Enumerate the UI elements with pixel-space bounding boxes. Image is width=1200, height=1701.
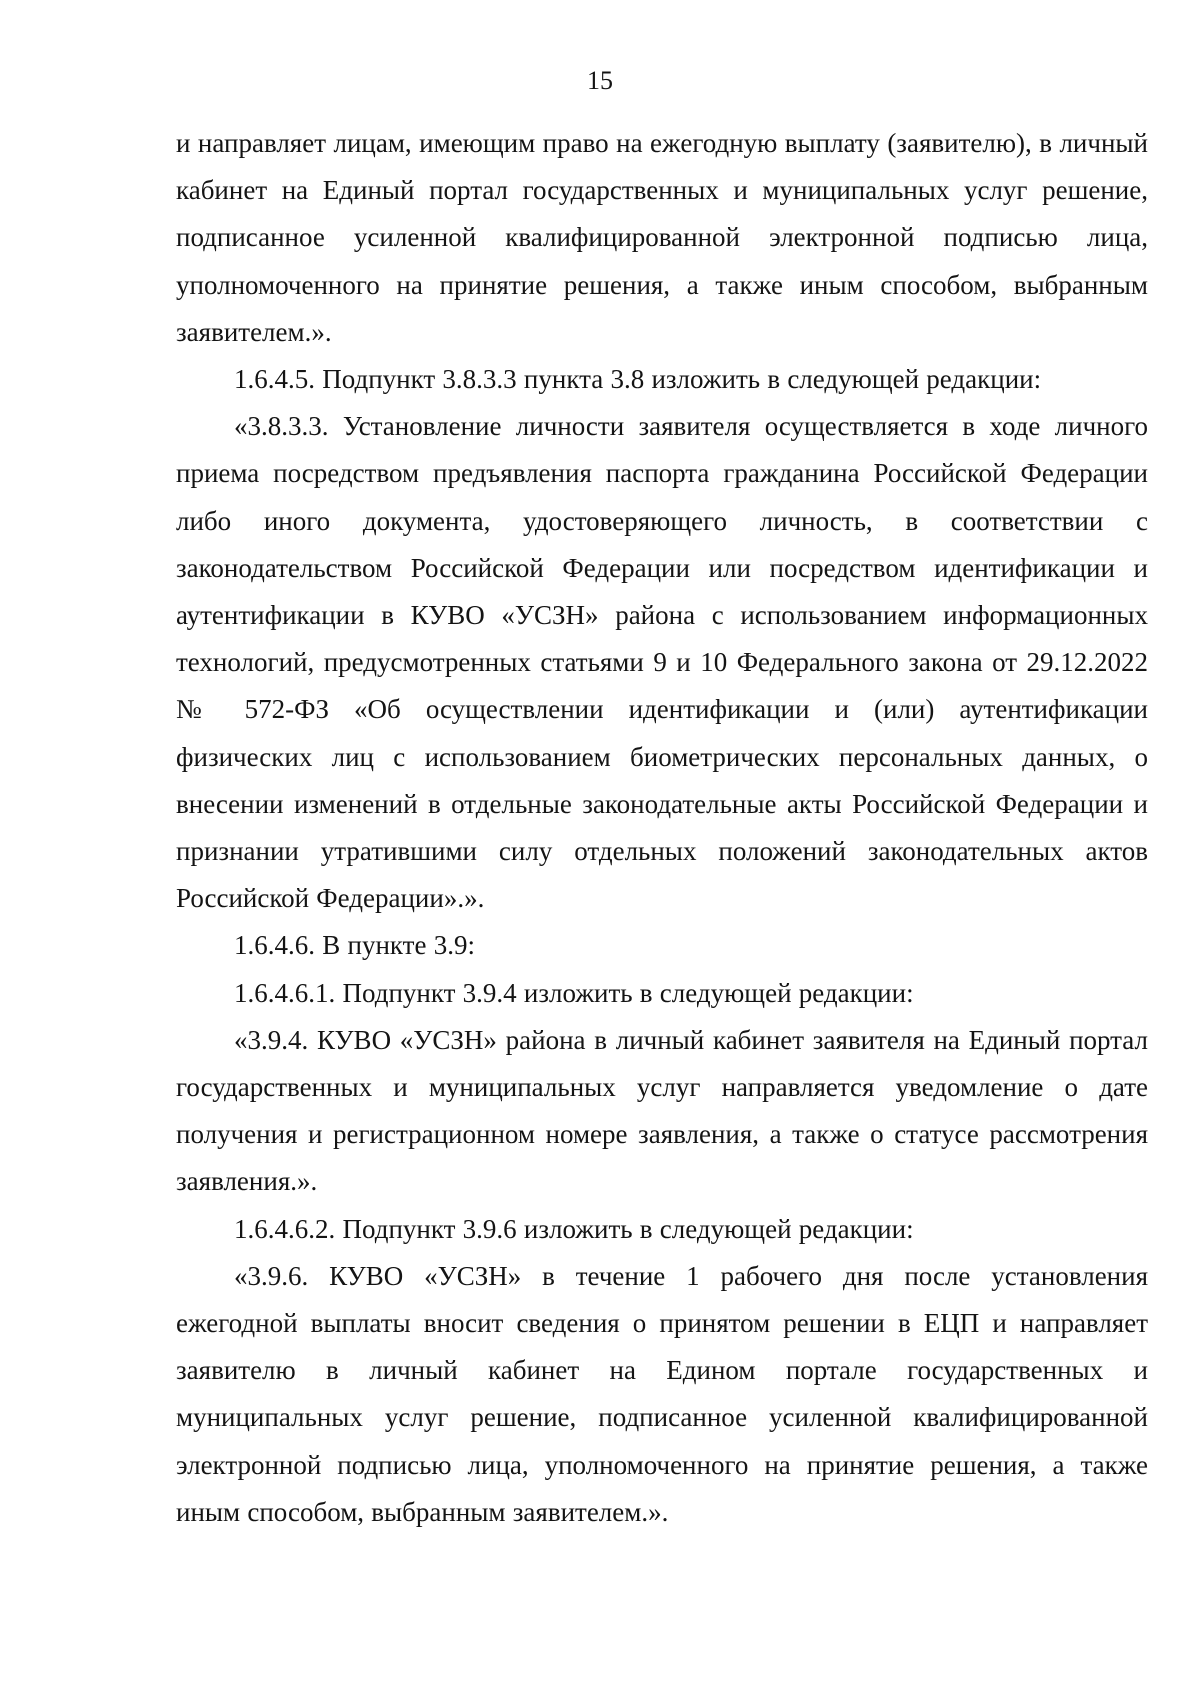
page-number: 15: [587, 66, 613, 95]
paragraph-3-8-3-3: «3.8.3.3. Установление личности заявителя осуществляется в ходе личного приема посредством предъявления паспорта гражданина Российской Федерации либо иного документа, удостоверяющего личность, в соответствии с законодательством Российской Федерации или посредством идентификации и аутентификации в КУВО «УСЗН» района с использованием информационных технологий, предусмотренных статьями 9 и 10 Федерального закона от 29.12.2022 № 572-ФЗ «Об осуществлении идентификации и (или) аутентификации физических лиц с использованием биометрических персональных данных, о внесении изменений в отдельные законодательные акты Российской Федерации и признании утратившими силу отдельных положений законодательных актов Российской Федерации».».: [176, 411, 1148, 914]
paragraph-3-9-4: «3.9.4. КУВО «УСЗН» района в личный кабинет заявителя на Единый портал государственных и муниципальных услуг направляется уведомление о дате получения и регистрационном номере заявления, а также о статусе рассмотрения заявления.».: [176, 1024, 1148, 1197]
paragraph-1-6-4-5: 1.6.4.5. Подпункт 3.8.3.3 пункта 3.8 изложить в следующей редакции:: [234, 364, 1042, 395]
document-body: [176, 120, 1148, 1536]
paragraph-continuation: и направляет лицам, имеющим право на ежегодную выплату (заявителю), в личный кабинет на Единый портал государственных и муниципальных услуг решение, подписанное усиленной квалифицированной электронной подписью лица, уполномоченного на принятие решения, а также иным способом, выбранным заявителем.».: [176, 128, 1148, 347]
paragraph-3-9-6: «3.9.6. КУВО «УСЗН» в течение 1 рабочего дня после установления ежегодной выплаты вносит сведения о принятом решении в ЕЦП и направляет заявителю в личный кабинет на Едином портале государственных и муниципальных услуг решение, подписанное усиленной квалифицированной электронной подписью лица, уполномоченного на принятие решения, а также иным способом, выбранным заявителем.».: [176, 1260, 1148, 1527]
paragraph-1-6-4-6: 1.6.4.6. В пункте 3.9:: [234, 930, 475, 961]
paragraph-1-6-4-6-2: 1.6.4.6.2. Подпункт 3.9.6 изложить в следующей редакции:: [234, 1213, 914, 1244]
paragraph-1-6-4-6-1: 1.6.4.6.1. Подпункт 3.9.4 изложить в следующей редакции:: [234, 977, 914, 1008]
